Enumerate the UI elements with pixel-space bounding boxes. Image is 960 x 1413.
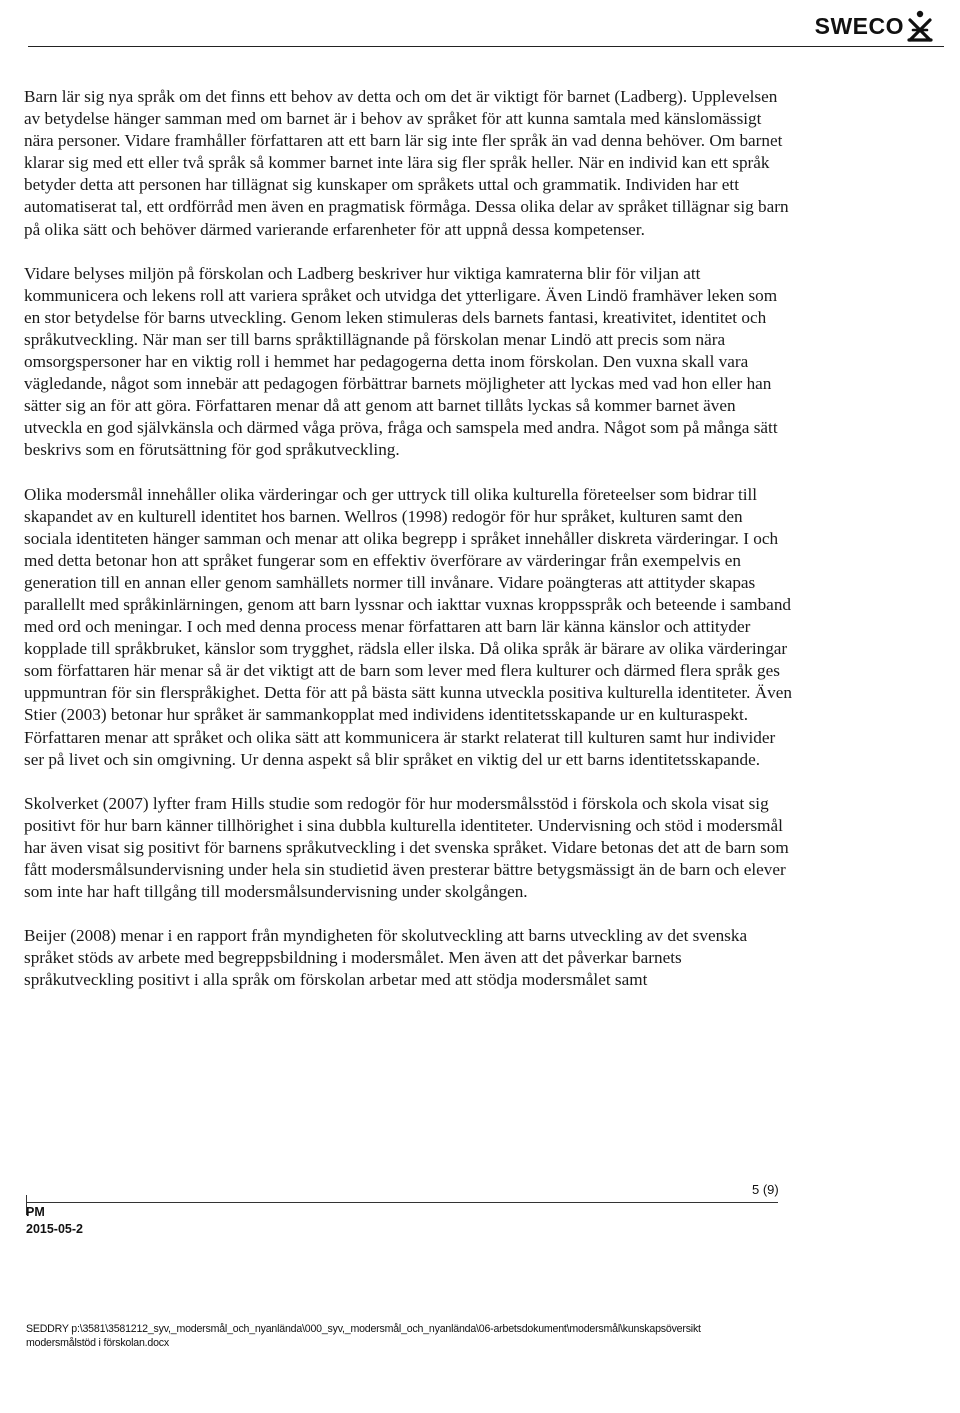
body-text xyxy=(24,86,794,1013)
paragraph-5: Beijer (2008) menar i en rapport från myndigheten för skolutveckling att barns utveckling av det svenska språket stöds av arbete med begreppsbildning i modersmålet. Men även att det påverkar barnets språkutveckling positivt i alla språk om förskolan arbetar med att stödja modersmålet samt xyxy=(24,926,748,990)
company-logo xyxy=(815,10,934,42)
sweco-logo-icon xyxy=(906,10,934,42)
footer-divider xyxy=(26,1202,778,1203)
paragraph-2: Vidare belyses miljön på förskolan och Ladberg beskriver hur viktiga kamraterna blir för viljan att kommunicera och lekens roll att variera språket och utvidga det ytterligare. Även Lindö framhäver leken som en stor betydelse för barns utveckling. Genom leken stimuleras dels barnets fantasi, kreativitet, identitet och språkutveckling. När man ser till barns språktillägnande på förskolan menar Lindö att precis som nära omsorgspersoner har en viktig roll i hemmet har pedagogerna detta inom förskolan. Den vuxna skall vara vägledande, något som innebär att pedagogen förbättrar barnets möjligheter att lyckas med vad hon eller han sätter sig an för att göra. Författaren menar då att genom att barnet tillåts lyckas så kommer barnet även utveckla en god självkänsla och därmed våga pröva, fråga och samspela med andra. Något som på många sätt beskrivs som en förutsättning för god språkutveckling. xyxy=(24,263,778,460)
document-type: PM xyxy=(26,1205,45,1219)
header-divider xyxy=(28,46,944,47)
logo-text: SWECO xyxy=(814,12,904,39)
file-path-line-1: SEDDRY p:\3581\3581212_syv,_modersmål_och_nyanlända\000_syv,_modersmål_och_nyanlända\06-arbetsdokument\modersmål\kunskapsöversikt xyxy=(26,1323,701,1335)
file-path xyxy=(26,1322,926,1350)
paragraph-3: Olika modersmål innehåller olika värderingar och ger uttryck till olika kulturella företeelser som bidrar till skapandet av en kulturell identitet hos barnen. Wellros (1998) redogör för hur språket, kulturen samt den sociala identiteten hänger samman och menar att olika begrepp i språket innehåller diskreta värderingar. I och med detta betonar hon att språket fungerar som en effektiv överförare av värderingar från exempelvis en generation till en annan eller genom samhällets normer till invånare. Vidare poängteras att attityder skapas parallellt med språkinlärningen, genom att barn lyssnar och iakttar vuxnas kroppsspråk och beteende i samband med ord och meningar. I och med denna process menar författaren att barn lär känna känslor och attityder kopplade till språkbruket, känslor som trygghet, rädsla eller ilska. Då olika språk är bärare av olika värderingar som författaren här menar så är det viktigt att de barn som lever med flera kulturer och därmed flera språk ges uppmuntran för sin flerspråkighet. Detta för att på bästa sätt kunna utveckla positiva kulturella identiteter. Även Stier (2003) betonar hur språket är sammankopplat med individens identitetsskapande ur en kulturaspekt. Författaren menar att språket och olika sätt att kommunicera är starkt relaterat till kulturen samt hur individer ser på livet och sin omgivning. Ur denna aspekt så blir språket en viktig del ur ett barns identitetsskapande. xyxy=(24,484,792,769)
file-path-line-2: modersmålstöd i förskolan.docx xyxy=(26,1337,169,1349)
page-number: 5 (9) xyxy=(752,1182,779,1197)
paragraph-1: Barn lär sig nya språk om det finns ett behov av detta och om det är viktigt för barnet (Ladberg). Upplevelsen av betydelse hänger samman med om barnet är i behov av språket för att kunna samtala med känslomässigt nära personer. Vidare framhåller författaren att ett barn lär sig inte fler språk än vad denna behöver. Om barnet klarar sig med ett eller två språk så kommer barnet inte lära sig fler språk heller. När en individ kan ett språk betyder detta att personen har tillägnat sig kunskaper om språkets uttal och grammatik. Individen har ett automatiserat tal, ett ordförråd men även en pragmatisk förmåga. Dessa olika delar av språket tillägnar sig barn på olika sätt och behöver därmed varierande erfarenheter för att uppnå dessa kompetenser. xyxy=(24,87,789,239)
document-date: 2015-05-2 xyxy=(26,1222,83,1236)
paragraph-4: Skolverket (2007) lyfter fram Hills studie som redogör för hur modersmålsstöd i förskola och skola visat sig positivt för hur barn känner tillhörighet i sina dubbla kulturella identiteter. Undervisning och stöd i modersmål har även visat sig positivt för barnens språkutveckling i det svenska språket. Vidare betonas det att de barn som fått modersmålsundervisning under hela sin studietid även presterar bättre betygsmässigt än de barn och elever som inte har haft tillgång till modersmålsundervisning under skolgången. xyxy=(24,793,789,902)
